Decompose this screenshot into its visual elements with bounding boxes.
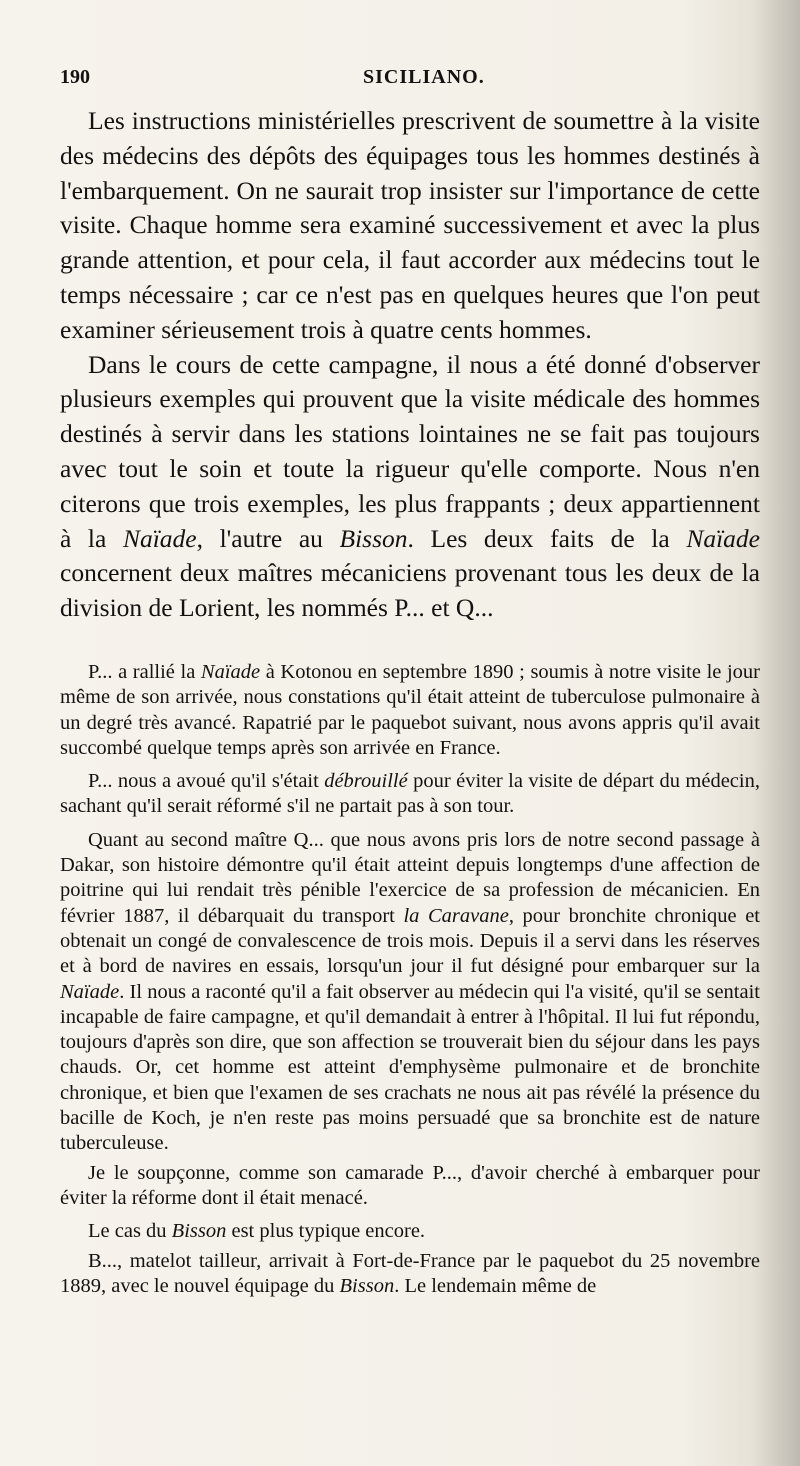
ship-name: Bisson — [339, 523, 408, 553]
ship-name: Naïade — [686, 523, 760, 553]
note-bisson-intro: Le cas du Bisson est plus typique encore. — [88, 1220, 426, 1243]
paragraph-campaign: Dans le cours de cette campagne, il nous a été donné d'observer plusieurs exemples qui prouvent que la visite médicale des hommes destinés à servir dans les stations lointaines ne se fait pas toujours avec tout le soin et toute la rigueur qu'elle comporte. Nous n'en citerons que trois exemples, les plus frappants ; deux appartiennent à la Naïade, l'autre au Bisson. Les deux faits de la Naïade concernent deux maîtres mécaniciens provenant tous les deux de la division de Lorient, les nommés P... et Q... — [60, 349, 760, 623]
note-b-case: B..., matelot tailleur, arrivait à Fort-de-France par le paquebot du 25 novembre 1889, avec le nouvel équipage du Bisson. Le lendemain même de — [60, 1249, 760, 1297]
page-header — [60, 66, 760, 94]
note-p-avowal: P... nous a avoué qu'il s'était débrouillé pour éviter la visite de départ du médecin, sachant qu'il serait réformé s'il ne partait pas à son tour. — [60, 770, 760, 818]
main-text — [60, 104, 760, 626]
ship-name: Naïade — [122, 523, 197, 553]
case-notes — [60, 660, 760, 1307]
note-q-case: Quant au second maître Q... que nous avons pris lors de notre second passage à Dakar, son histoire démontre qu'il était atteint depuis longtemps d'une affection de poitrine qui lui rendait très pénible l'exercice de sa profession de mécanicien. En février 1887, il débarquait du transport la Caravane, pour bronchite chronique et obtenait un congé de convalescence de trois mois. Depuis il a servi dans les réserves et à bord de navires en essais, lorsqu'un jour il fut désigné pour embarquer sur la Naïade. Il nous a raconté qu'il a fait observer au médecin qui l'a visité, qu'il se sentait incapable de faire campagne, et qu'il demandait à entrer à l'hôpital. Il lui fut répondu, toujours d'après son dire, que son affection se trouverait bien du séjour dans les pays chauds. Or, cet homme est atteint d'emphysème pulmonaire et de bronchite chronique, et bien que l'examen de ses crachats ne nous ait pas révélé la présence du bacille de Koch, je n'en reste pas moins persuadé que sa bronchite est de nature tuberculeuse. — [60, 828, 760, 1155]
note-p-case: P... a rallié la Naïade à Kotonou en septembre 1890 ; soumis à notre visite le jour même de son arrivée, nous constations qu'il était atteint de tuberculose pulmonaire à un degré très avancé. Rapatrié par le paquebot suivant, nous avons appris qu'il avait succombé quelque temps après son arrivée en France. — [60, 661, 760, 759]
note-suspicion: Je le soupçonne, comme son camarade P..., d'avoir cherché à embarquer pour éviter la réforme dont il était menacé. — [60, 1161, 760, 1209]
running-title: SICILIANO. — [363, 66, 485, 88]
page-number: 190 — [60, 66, 90, 88]
paragraph-instructions: Les instructions ministérielles prescrivent de soumettre à la visite des médecins des dépôts des équipages tous les hommes destinés à l'embarquement. On ne saurait trop insister sur l'importance de cette visite. Chaque homme sera examiné successivement et avec la plus grande attention, et pour cela, il faut accorder aux médecins tout le temps nécessaire ; car ce n'est pas en quelques heures que l'on peut examiner sérieusement trois à quatre cents hommes. — [60, 106, 760, 344]
